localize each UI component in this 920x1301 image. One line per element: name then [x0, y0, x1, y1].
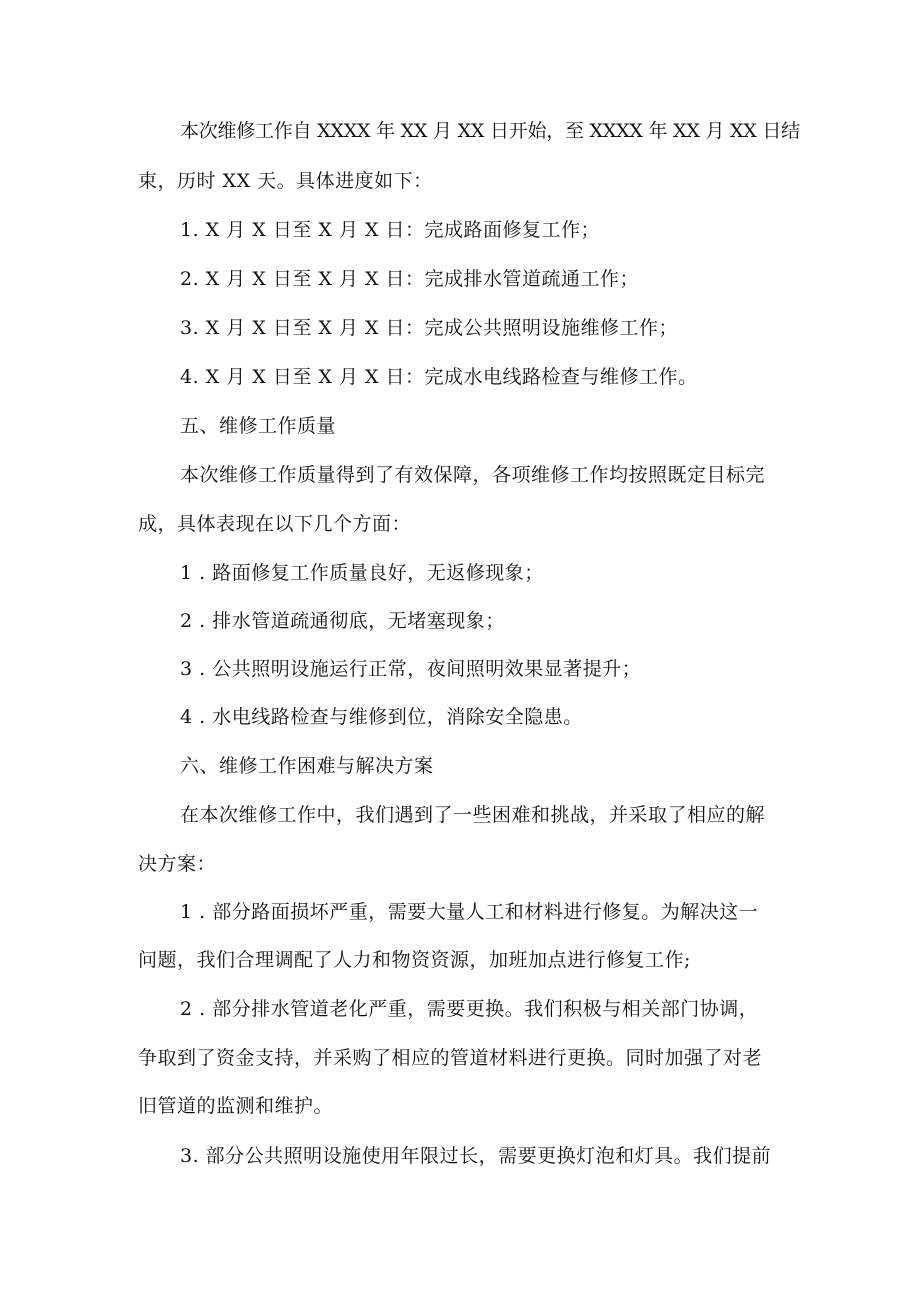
schedule-item-4: 4. X 月 X 日至 X 月 X 日：完成水电线路检查与维修工作。 — [180, 366, 698, 388]
section-6-paragraph-line-1: 在本次维修工作中，我们遇到了一些困难和挑战，并采取了相应的解 — [180, 804, 766, 826]
difficulty-2-line-3: 旧管道的监测和维护。 — [138, 1095, 334, 1117]
schedule-item-3: 3. X 月 X 日至 X 月 X 日：完成公共照明设施维修工作； — [180, 317, 679, 339]
intro-paragraph-line-2: 束，历时 XX 天。具体进度如下： — [138, 170, 433, 192]
section-6-heading: 六、维修工作困难与解决方案 — [180, 755, 434, 777]
section-5-paragraph-line-1: 本次维修工作质量得到了有效保障，各项维修工作均按照既定目标完 — [180, 464, 766, 486]
difficulty-3-line-1: 3. 部分公共照明设施使用年限过长，需要更换灯泡和灯具。我们提前 — [180, 1145, 772, 1167]
difficulty-1-line-1: 1 . 部分路面损坏严重，需要大量人工和材料进行修复。为解决这一 — [180, 901, 759, 923]
intro-paragraph-line-1: 本次维修工作自 XXXX 年 XX 月 XX 日开始，至 XXXX 年 XX 月 XX 日结 — [180, 120, 800, 142]
difficulty-1-line-2: 问题，我们合理调配了人力和物资资源，加班加点进行修复工作; — [138, 949, 691, 971]
difficulty-2-line-1: 2 . 部分排水管道老化严重，需要更换。我们积极与相关部门协调， — [180, 998, 759, 1020]
quality-item-2: 2 . 排水管道疏通彻底，无堵塞现象； — [180, 610, 505, 632]
section-6-paragraph-line-2: 决方案： — [138, 853, 217, 875]
schedule-item-2: 2. X 月 X 日至 X 月 X 日：完成排水管道疏通工作； — [180, 268, 640, 290]
difficulty-2-line-2: 争取到了资金支持，并采购了相应的管道材料进行更换。同时加强了对老 — [138, 1047, 763, 1069]
schedule-item-1: 1. X 月 X 日至 X 月 X 日：完成路面修复工作； — [180, 219, 601, 241]
quality-item-3: 3 . 公共照明设施运行正常，夜间照明效果显著提升； — [180, 658, 642, 680]
section-5-paragraph-line-2: 成，具体表现在以下几个方面： — [138, 513, 412, 535]
quality-item-4: 4 . 水电线路检查与维修到位，消除安全隐患。 — [180, 706, 583, 728]
quality-item-1: 1 . 路面修复工作质量良好，无返修现象； — [180, 562, 544, 584]
section-5-heading: 五、维修工作质量 — [180, 415, 337, 437]
